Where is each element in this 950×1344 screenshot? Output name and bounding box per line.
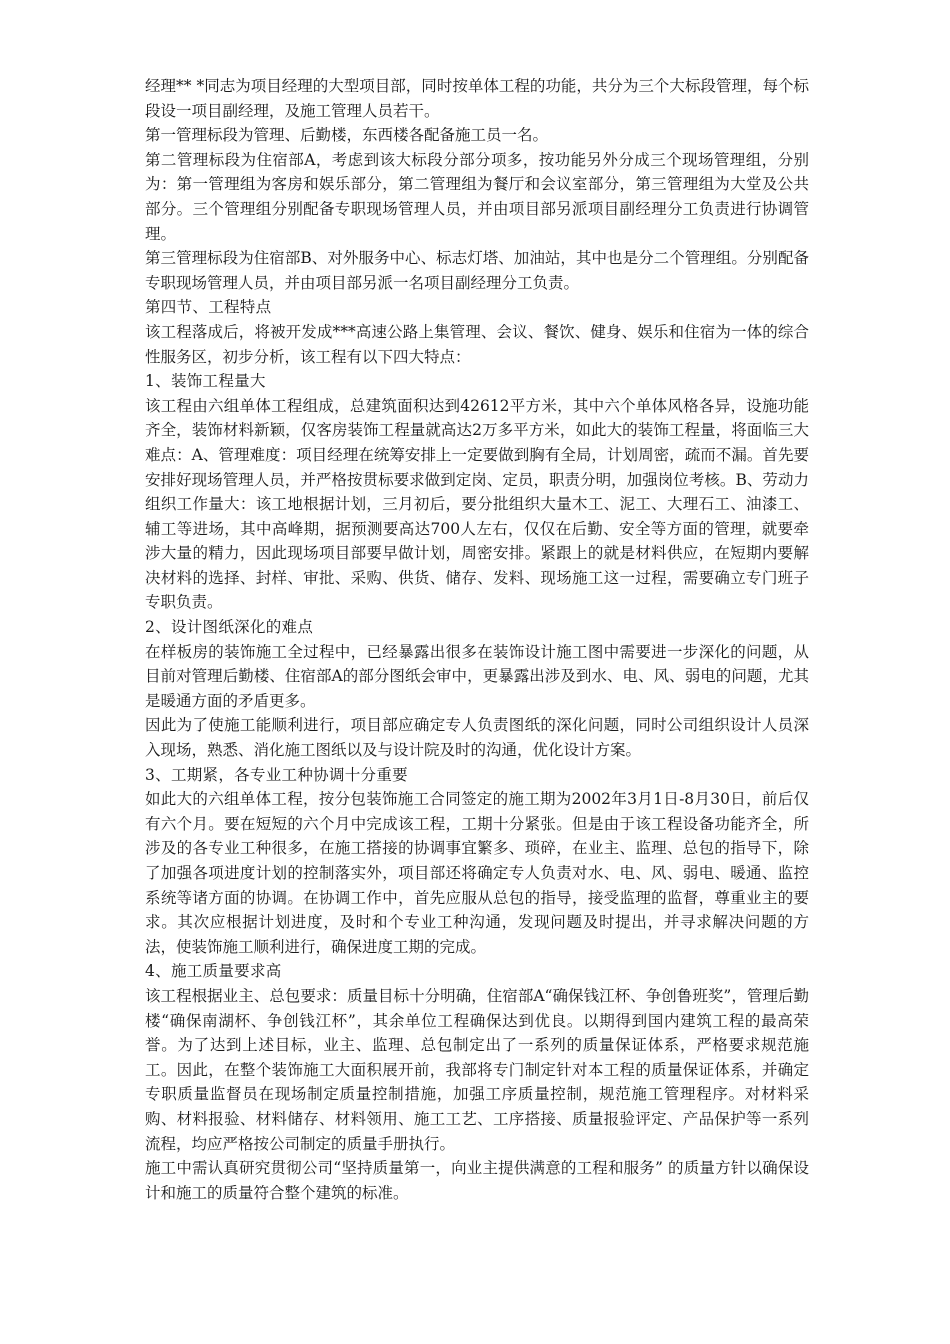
document-body <box>145 74 809 1205</box>
paragraph-project-organization: 经理** *同志为项目经理的大型项目部，同时按单体工程的功能，共分为三个大标段管理，每个标段设一项目副经理，及施工管理人员若干。 <box>145 77 809 120</box>
paragraph-section-one: 第一管理标段为管理、后勤楼，东西楼各配备施工员一名。 <box>145 126 549 145</box>
paragraph-section-two: 第二管理标段为住宿部A，考虑到该大标段分部分项多，按功能另外分成三个现场管理组，分别为：第一管理组为客房和娱乐部分，第二管理组为餐厅和会议室部分，第三管理组为大堂及公共部分。三个管理组分别配备专职现场管理人员，并由项目部另派项目副经理分工负责进行协调管理。 <box>145 150 809 243</box>
paragraph-section-three: 第三管理标段为住宿部B、对外服务中心、标志灯塔、加油站，其中也是分二个管理组。分别配备专职现场管理人员，并由项目部另派一名项目副经理分工负责。 <box>145 249 809 292</box>
paragraph-workload: 该工程由六组单体工程组成，总建筑面积达到42612平方米，其中六个单体风格各异，设施功能齐全，装饰材料新颖，仅客房装饰工程量就高达2万多平方米，如此大的装饰工程量，将面临三大难点：A、管理难度：项目经理在统筹安排上一定要做到胸有全局，计划周密，疏而不漏。首先要安排好现场管理人员，并严格按贯标要求做到定岗、定员，职责分明，加强岗位考核。B、劳动力组织工作量大：该工地根据计划，三月初后，要分批组织大量木工、泥工、大理石工、油漆工、辅工等进场，其中高峰期，据预测要高达700人左右，仅仅在后勤、安全等方面的管理，就要牵涉大量的精力，因此现场项目部要早做计划，周密安排。紧跟上的就是材料供应，在短期内要解决材料的选择、封样、审批、采购、供货、储存、发料、现场施工这一过程，需要确立专门班子专职负责。 <box>145 396 809 612</box>
paragraph-features-intro: 该工程落成后，将被开发成***高速公路上集管理、会议、餐饮、健身、娱乐和住宿为一体的综合性服务区，初步分析，该工程有以下四大特点： <box>145 322 809 366</box>
subheading-schedule: 3、工期紧，各专业工种协调十分重要 <box>145 765 408 784</box>
paragraph-schedule: 如此大的六组单体工程，按分包装饰施工合同签定的施工期为2002年3月1日-8月30日，前后仅有六个月。要在短短的六个月中完成该工程，工期十分紧张。但是由于该工程设备功能齐全，所涉及的各专业工种很多，在施工搭接的协调事宜繁多、琐碎，在业主、监理、总包的指导下，除了加强各项进度计划的控制落实外，项目部还将确定专人负责对水、电、风、弱电、暖通、监控系统等诸方面的协调。在协调工作中，首先应服从总包的指导，接受监理的监督，尊重业主的要求。其次应根据计划进度，及时和个专业工种沟通，发现问题及时提出，并寻求解决问题的方法，使装饰施工顺利进行，确保进度工期的完成。 <box>145 790 809 956</box>
subheading-drawing-design: 2、设计图纸深化的难点 <box>145 618 314 637</box>
paragraph-drawing-design-2: 因此为了使施工能顺利进行，项目部应确定专人负责图纸的深化问题，同时公司组织设计人员深入现场，熟悉、消化施工图纸以及与设计院及时的沟通，优化设计方案。 <box>145 716 809 760</box>
section-heading-features: 第四节、工程特点 <box>145 298 272 317</box>
subheading-workload: 1、装饰工程量大 <box>145 372 266 391</box>
subheading-quality: 4、施工质量要求高 <box>145 962 282 981</box>
paragraph-quality-policy: 施工中需认真研究贯彻公司“坚持质量第一，向业主提供满意的工程和服务” 的质量方针以确保设计和施工的质量符合整个建筑的标准。 <box>145 1159 809 1202</box>
paragraph-drawing-design-1: 在样板房的装饰施工全过程中，已经暴露出很多在装饰设计施工图中需要进一步深化的问题，从目前对管理后勤楼、住宿部A的部分图纸会审中，更暴露出涉及到水、电、风、弱电的问题，尤其是暖通方面的矛盾更多。 <box>145 642 809 710</box>
paragraph-quality: 该工程根据业主、总包要求：质量目标十分明确，住宿部A“确保钱江杯、争创鲁班奖”，管理后勤楼“确保南湖杯、争创钱江杯”，其余单位工程确保达到优良。以期得到国内建筑工程的最高荣誉。为了达到上述目标，业主、监理、总包制定出了一系列的质量保证体系，严格要求规范施工。因此，在整个装饰施工大面积展开前，我部将专门制定针对本工程的质量保证体系，并确定专职质量监督员在现场制定质量控制措施，加强工序质量控制，规范施工管理程序。对材料采购、材料报验、材料储存、材料领用、施工工艺、工序搭接、质量报验评定、产品保护等一系列流程，均应严格按公司制定的质量手册执行。 <box>145 986 809 1153</box>
